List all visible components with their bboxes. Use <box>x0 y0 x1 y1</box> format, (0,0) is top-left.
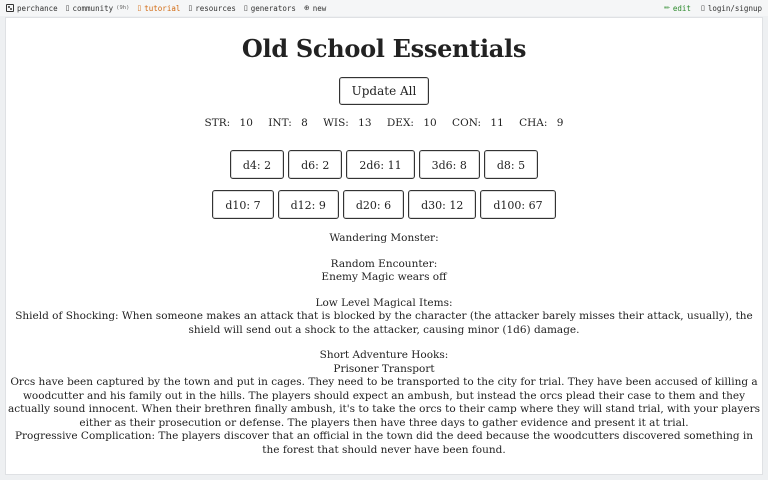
d20-button[interactable]: d20: 6 <box>343 190 404 219</box>
adventure-hook-text: Orcs have been captured by the town and put in cages. They need to be transported to the city for trial. They have been accused of killing a woodcutter and his family out in the hills. The players should expect an ambush, but instead the orcs plead their case to them and they actually sound innocent. When their brethren finally ambush, it's to take the orcs to their camp where they will stand trial, with your players either as their prosecution or defense. The players then have three days to gather evidence and present it at trial. <box>7 376 760 429</box>
page-title: Old School Essentials <box>241 34 527 63</box>
nav-right <box>664 4 762 13</box>
stat-str <box>202 117 256 129</box>
stat-cha <box>516 117 566 129</box>
complication-text: Progressive Complication: The players discover that an official in the town did the deed because the woodcutters discovered something in the forest that should never have been found. <box>14 430 754 456</box>
stat-label: CHA: <box>519 117 548 129</box>
nav-tutorial[interactable] <box>137 4 180 13</box>
community-icon: ▯ <box>65 4 70 12</box>
stat-value: 13 <box>358 117 372 129</box>
nav-edit[interactable] <box>664 4 691 13</box>
generators-icon: ▯ <box>243 4 248 12</box>
dice-row-1 <box>6 150 762 179</box>
stat-value: 10 <box>423 117 437 129</box>
stat-label: INT: <box>268 117 292 129</box>
dice-logo-icon <box>6 4 14 12</box>
pencil-icon: ✏ <box>664 4 670 12</box>
generators-label: generators <box>250 3 296 13</box>
d100-button[interactable]: d100: 67 <box>480 190 555 219</box>
tutorial-icon: ▯ <box>137 4 142 12</box>
nav-generators[interactable] <box>244 4 296 13</box>
adventure-hook-title: Prisoner Transport <box>333 362 435 375</box>
stat-label: WIS: <box>323 117 349 129</box>
nav-community[interactable] <box>66 4 130 13</box>
update-all-button[interactable]: Update All <box>339 77 430 105</box>
stat-int <box>265 117 311 129</box>
d12-button[interactable]: d12: 9 <box>278 190 339 219</box>
resources-icon: ▯ <box>188 4 193 12</box>
nav-login[interactable] <box>701 4 762 13</box>
wandering-monster-label: Wandering Monster: <box>329 232 439 244</box>
top-nav-bar <box>0 0 768 16</box>
tutorial-label: tutorial <box>144 3 181 13</box>
2d6-button[interactable]: 2d6: 11 <box>346 150 414 179</box>
login-label: login/signup <box>707 3 762 13</box>
edit-label: edit <box>672 3 691 13</box>
stat-label: DEX: <box>386 117 414 129</box>
ability-scores <box>6 117 762 129</box>
nav-new[interactable] <box>304 4 326 13</box>
dice-row-2 <box>6 190 762 219</box>
nav-resources[interactable] <box>188 4 236 13</box>
stat-value: 9 <box>556 117 564 129</box>
stat-wis <box>320 117 374 129</box>
stat-con <box>449 117 507 129</box>
resources-label: resources <box>195 3 236 13</box>
community-label: community <box>72 3 114 13</box>
community-count: (9h) <box>116 5 130 11</box>
nav-left <box>6 4 326 13</box>
stat-label: STR: <box>204 117 231 129</box>
magic-item-text: Shield of Shocking: When someone makes an attack that is blocked by the character (the attacker barely misses their attack, usually), the shield will send out a shock to the attacker, causing minor (1d6) damage. <box>15 310 753 336</box>
adventure-hooks-label: Short Adventure Hooks: <box>319 349 449 361</box>
logo-link[interactable] <box>6 4 58 13</box>
stat-dex <box>384 117 440 129</box>
logo-label: perchance <box>17 3 58 13</box>
plus-circle-icon: ⊕ <box>303 4 310 12</box>
random-encounter-label: Random Encounter: <box>330 257 438 270</box>
3d6-button[interactable]: 3d6: 8 <box>419 150 480 179</box>
update-row <box>6 77 762 105</box>
random-encounter-value: Enemy Magic wears off <box>321 271 447 283</box>
stat-value: 10 <box>239 117 253 129</box>
d30-button[interactable]: d30: 12 <box>408 190 476 219</box>
d10-button[interactable]: d10: 7 <box>212 190 273 219</box>
d6-button[interactable]: d6: 2 <box>288 150 342 179</box>
stat-value: 8 <box>301 117 308 129</box>
login-icon: ▯ <box>700 4 705 12</box>
stat-value: 11 <box>490 117 504 129</box>
new-label: new <box>312 3 327 13</box>
magic-items-label: Low Level Magical Items: <box>315 296 453 309</box>
generator-output-panel <box>5 17 763 475</box>
d8-button[interactable]: d8: 5 <box>484 150 538 179</box>
stat-label: CON: <box>452 117 482 129</box>
d4-button[interactable]: d4: 2 <box>230 150 284 179</box>
